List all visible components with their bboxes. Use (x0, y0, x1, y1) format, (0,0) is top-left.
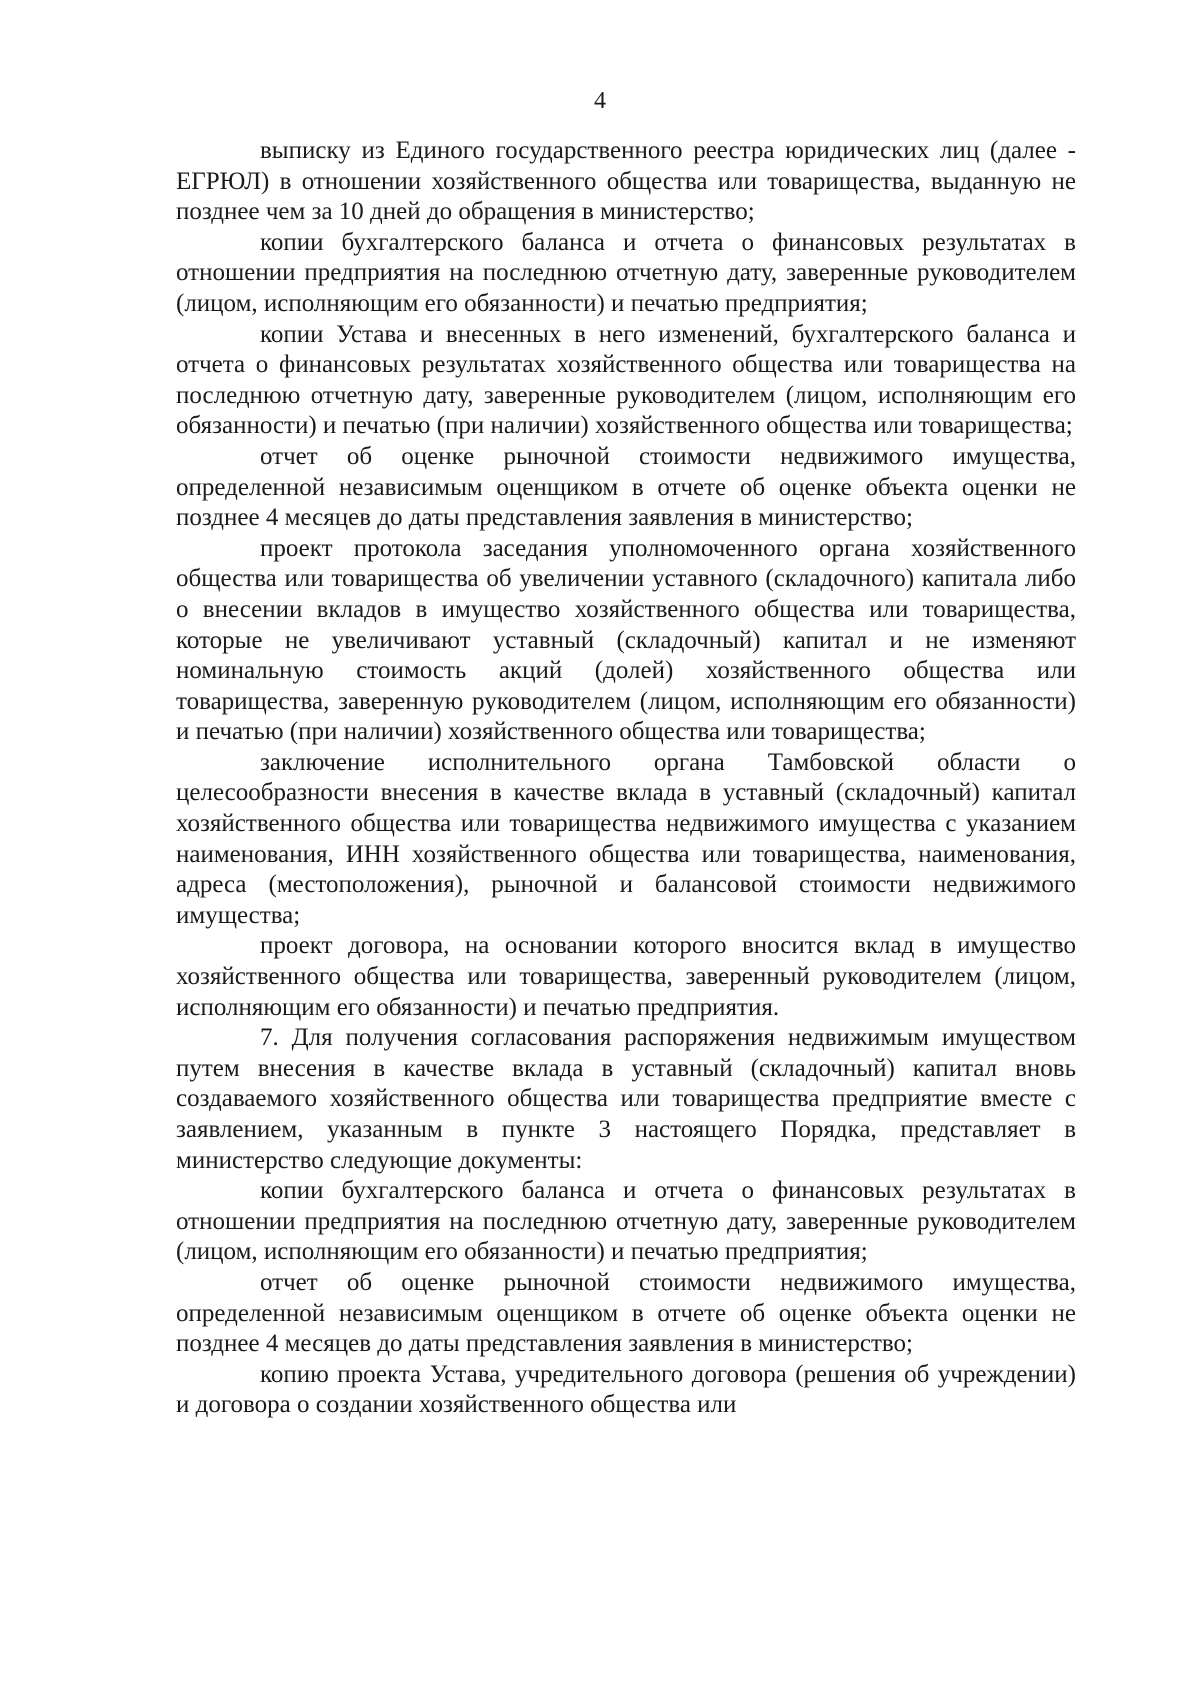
paragraph: 7. Для получения согласования распоряжения недвижимым имуществом путем внесения в качестве вклада в уставный (складочный) капитал вновь создаваемого хозяйственного общества или товарищества предприятие вместе с заявлением, указанным в пункте 3 настоящего Порядка, представляет в министерство следующие документы: (176, 1024, 1076, 1174)
body-text (176, 136, 1076, 1421)
paragraph: отчет об оценке рыночной стоимости недвижимого имущества, определенной независимым оценщиком в отчете об оценке объекта оценки не позднее 4 месяцев до даты представления заявления в министерство; (176, 442, 1076, 532)
paragraph: отчет об оценке рыночной стоимости недвижимого имущества, определенной независимым оценщиком в отчете об оценке объекта оценки не позднее 4 месяцев до даты представления заявления в министерство; (176, 1268, 1076, 1358)
paragraph: заключение исполнительного органа Тамбовской области о целесообразности внесения в качестве вклада в уставный (складочный) капитал хозяйственного общества или товарищества недвижимого имущества с указанием наименования, ИНН хозяйственного общества или товарищества, наименования, адреса (местоположения), рыночной и балансовой стоимости недвижимого имущества; (176, 748, 1076, 929)
paragraph: проект протокола заседания уполномоченного органа хозяйственного общества или товарищества об увеличении уставного (складочного) капитала либо о внесении вкладов в имущество хозяйственного общества или товарищества, которые не увеличивают уставный (складочный) капитал и не изменяют номинальную стоимость акций (долей) хозяйственного общества или товарищества, заверенную руководителем (лицом, исполняющим его обязанности) и печатью (при наличии) хозяйственного общества или товарищества; (176, 534, 1076, 746)
paragraph: копии Устава и внесенных в него изменений, бухгалтерского баланса и отчета о финансовых результатах хозяйственного общества или товарищества на последнюю отчетную дату, заверенные руководителем (лицом, исполняющим его обязанности) и печатью (при наличии) хозяйственного общества или товарищества; (176, 320, 1076, 440)
paragraph: проект договора, на основании которого вносится вклад в имущество хозяйственного общества или товарищества, заверенный руководителем (лицом, исполняющим его обязанности) и печатью предприятия. (176, 932, 1076, 1021)
paragraph: выписку из Единого государственного реестра юридических лиц (далее - ЕГРЮЛ) в отношении хозяйственного общества или товарищества, выданную не позднее чем за 10 дней до обращения в министерство; (176, 137, 1076, 226)
paragraph: копии бухгалтерского баланса и отчета о финансовых результатах в отношении предприятия на последнюю отчетную дату, заверенные руководителем (лицом, исполняющим его обязанности) и печатью предприятия; (176, 228, 1076, 317)
paragraph: копию проекта Устава, учредительного договора (решения об учреждении) и договора о создании хозяйственного общества или (176, 1360, 1076, 1419)
paragraph: копии бухгалтерского баланса и отчета о финансовых результатах в отношении предприятия на последнюю отчетную дату, заверенные руководителем (лицом, исполняющим его обязанности) и печатью предприятия; (176, 1177, 1076, 1266)
page-number: 4 (594, 88, 606, 114)
